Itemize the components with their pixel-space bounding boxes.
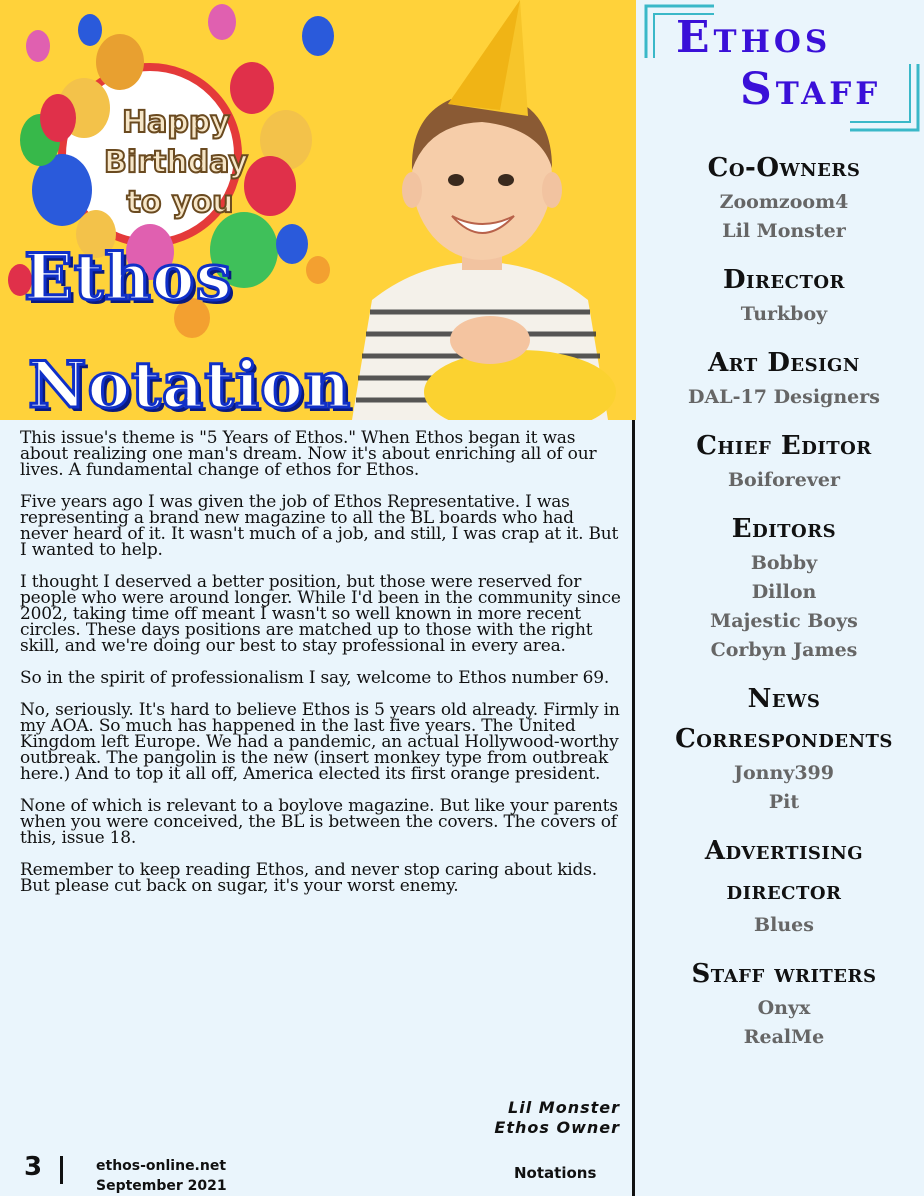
staff-name: DAL-17 Designers [688,386,880,408]
staff-group-director [644,260,924,329]
badge-line-2: Birthday [104,145,248,180]
hero-title-ethos: Ethos [24,240,233,315]
article-paragraph: So in the spirit of professionalism I say, welcome to Ethos number 69. [20,668,610,688]
role-label: Co-Owners [707,153,861,183]
staff-name: Dillon [751,581,817,603]
footer-site-info [96,1156,227,1196]
staff-group-staff-writers [644,954,924,1052]
staff-name: Majestic Boys [710,610,858,632]
staff-group-advertising-director [644,831,924,940]
staff-heading-line2: Staff [740,64,882,115]
staff-name: Onyx [757,997,811,1019]
signature-title: Ethos Owner [494,1118,620,1137]
staff-name: Bobby [750,552,818,574]
staff-name: Jonny399 [734,762,834,784]
staff-heading [676,12,881,116]
column-divider [632,420,635,1196]
staff-group-editors [644,509,924,665]
site-url[interactable]: ethos-online.net [96,1158,227,1174]
staff-group-news-correspondents [644,679,924,817]
staff-name: Corbyn James [710,639,858,661]
page-number: 3 [24,1152,43,1182]
article-paragraph: This issue's theme is "5 Years of Ethos." When Ethos began it was about realizing one man's dream. Now it's about enriching all of our lives. A fundamental change of ethos for Ethos. [20,428,597,480]
signature [494,1098,620,1138]
staff-name: Zoomzoom4 [719,191,849,213]
staff-name: RealMe [743,1026,825,1048]
article-paragraph: Remember to keep reading Ethos, and never stop caring about kids. But please cut back on sugar, it's your worst enemy. [20,860,597,896]
staff-heading-line1: Ethos [676,12,832,63]
role-label: Advertising [704,836,864,866]
section-label: Notations [514,1164,597,1182]
article-paragraph: No, seriously. It's hard to believe Ethos is 5 years old already. Firmly in my AOA. So much has happened in the last five years. The United Kingdom left Europe. We had a pandemic, an actual Hollywood-worthy outbreak. The pangolin is the new (insert monkey type from outbreak here.) And to top it all off, America elected its first orange president. [20,700,620,784]
role-label: Correspondents [675,724,893,754]
role-label: News [747,684,821,714]
cover-image [0,0,636,420]
article-paragraph: Five years ago I was given the job of Ethos Representative. I was representing a brand new magazine to all the BL boards who had never heard of it. It wasn't much of a job, and still, I was crap at it. But I wanted to help. [20,492,619,560]
hero-title-notation: Notation [28,348,352,420]
staff-name: Turkboy [740,303,828,325]
staff-list [644,148,924,1066]
article-paragraph: I thought I deserved a better position, but those were reserved for people who were around longer. While I'd been in the community since 2002, taking time off meant I wasn't so well known in more recent circles. These days positions are matched up to those with the right skill, and we're doing our best to stay professional in every area. [20,572,621,656]
staff-name: Boiforever [727,469,841,491]
badge-line-3: to you [126,185,234,220]
article-paragraph: None of which is relevant to a boylove magazine. But like your parents when you were conceived, the BL is between the covers. The covers of this, issue 18. [20,796,618,848]
staff-name: Lil Monster [722,220,846,242]
staff-name: Pit [768,791,800,813]
footer-divider [60,1156,63,1184]
role-label: Editors [731,514,837,544]
issue-date: September 2021 [96,1178,227,1194]
signature-name: Lil Monster [508,1098,620,1117]
role-label: director [726,876,842,906]
staff-name: Blues [754,914,814,936]
role-label: Director [722,265,845,295]
badge-line-1: Happy [122,105,230,140]
role-label: Chief Editor [696,431,872,461]
staff-group-co-owners [644,148,924,246]
editorial-article [20,430,626,910]
staff-group-chief-editor [644,426,924,495]
role-label: Staff writers [691,959,877,989]
staff-group-art-design [644,343,924,412]
role-label: Art Design [708,348,860,378]
